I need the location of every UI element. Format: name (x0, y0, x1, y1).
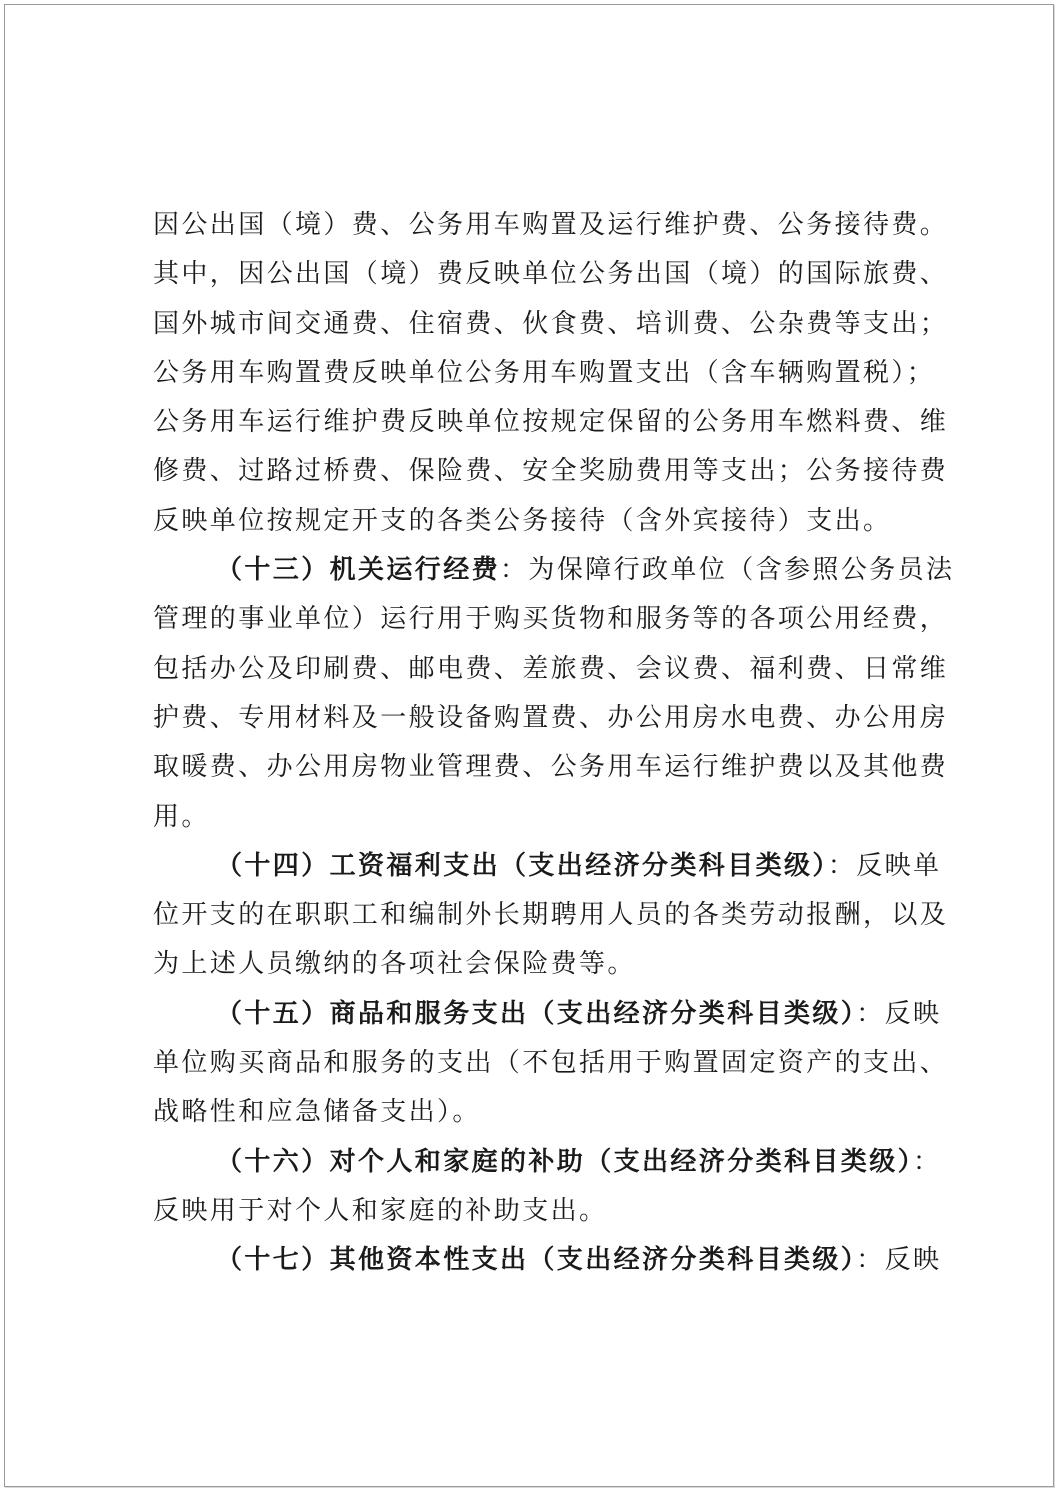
text-line (153, 546, 955, 595)
paragraph-item-16 (153, 1138, 942, 1237)
text-line: 国外城市间交通费、住宿费、伙食费、培训费、公杂费等支出； (153, 308, 949, 339)
item-text: ：为保障行政单位（含参照公务员法 (500, 555, 955, 586)
text-line: 公务用车购置费反映单位公务用车购置支出（含车辆购置税）； (153, 357, 936, 388)
text-line (153, 1236, 942, 1285)
text-line (153, 990, 942, 1039)
paragraph-item-15 (153, 990, 949, 1138)
text-line: 取暖费、办公用房物业管理费、公务用车运行维护费以及其他费 (153, 752, 949, 783)
text-line: 管理的事业单位）运行用于购买货物和服务等的各项公用经费， (153, 604, 949, 635)
paragraph-public-funds (153, 201, 949, 546)
text-line (153, 842, 942, 891)
text-line: 因公出国（境）费、公务用车购置及运行维护费、公务接待费。 (153, 210, 949, 240)
paragraph-item-17 (153, 1236, 942, 1285)
item-text: ： (913, 1146, 942, 1177)
text-line: 公务用车运行维护费反映单位按规定保留的公务用车燃料费、维 (153, 407, 949, 438)
item-heading: （十四）工资福利支出（支出经济分类科目类级） (216, 850, 828, 881)
document-page (4, 4, 1054, 1487)
document-body (153, 201, 955, 1286)
text-line (153, 1138, 942, 1187)
paragraph-item-14 (153, 842, 949, 990)
text-line: 护费、专用材料及一般设备购置费、办公用房水电费、办公用房 (153, 702, 949, 733)
text-line: 反映用于对个人和家庭的补助支出。 (153, 1195, 608, 1226)
text-line: 用。 (153, 801, 210, 832)
item-heading: （十七）其他资本性支出（支出经济分类科目类级） (216, 1245, 857, 1276)
text-line: 位开支的在职职工和编制外长期聘用人员的各类劳动报酬，以及 (153, 900, 949, 931)
item-text: ：反映 (856, 998, 942, 1029)
item-text: ：反映单 (827, 850, 942, 881)
item-heading: （十三）机关运行经费 (216, 555, 501, 586)
text-line: 反映单位按规定开支的各类公务接待（含外宾接待）支出。 (153, 505, 892, 536)
text-line: 战略性和应急储备支出）。 (153, 1097, 481, 1128)
item-heading: （十五）商品和服务支出（支出经济分类科目类级） (216, 998, 857, 1029)
paragraph-item-13 (153, 546, 955, 842)
text-line: 修费、过路过桥费、保险费、安全奖励费用等支出；公务接待费 (153, 456, 949, 487)
text-line: 为上述人员缴纳的各项社会保险费等。 (153, 949, 636, 980)
text-line: 单位购买商品和服务的支出（不包括用于购置固定资产的支出、 (153, 1048, 949, 1079)
item-heading: （十六）对个人和家庭的补助（支出经济分类科目类级） (216, 1146, 914, 1177)
item-text: ：反映 (856, 1245, 942, 1276)
text-line: 其中，因公出国（境）费反映单位公务出国（境）的国际旅费、 (153, 259, 949, 290)
text-line: 包括办公及印刷费、邮电费、差旅费、会议费、福利费、日常维 (153, 653, 949, 684)
